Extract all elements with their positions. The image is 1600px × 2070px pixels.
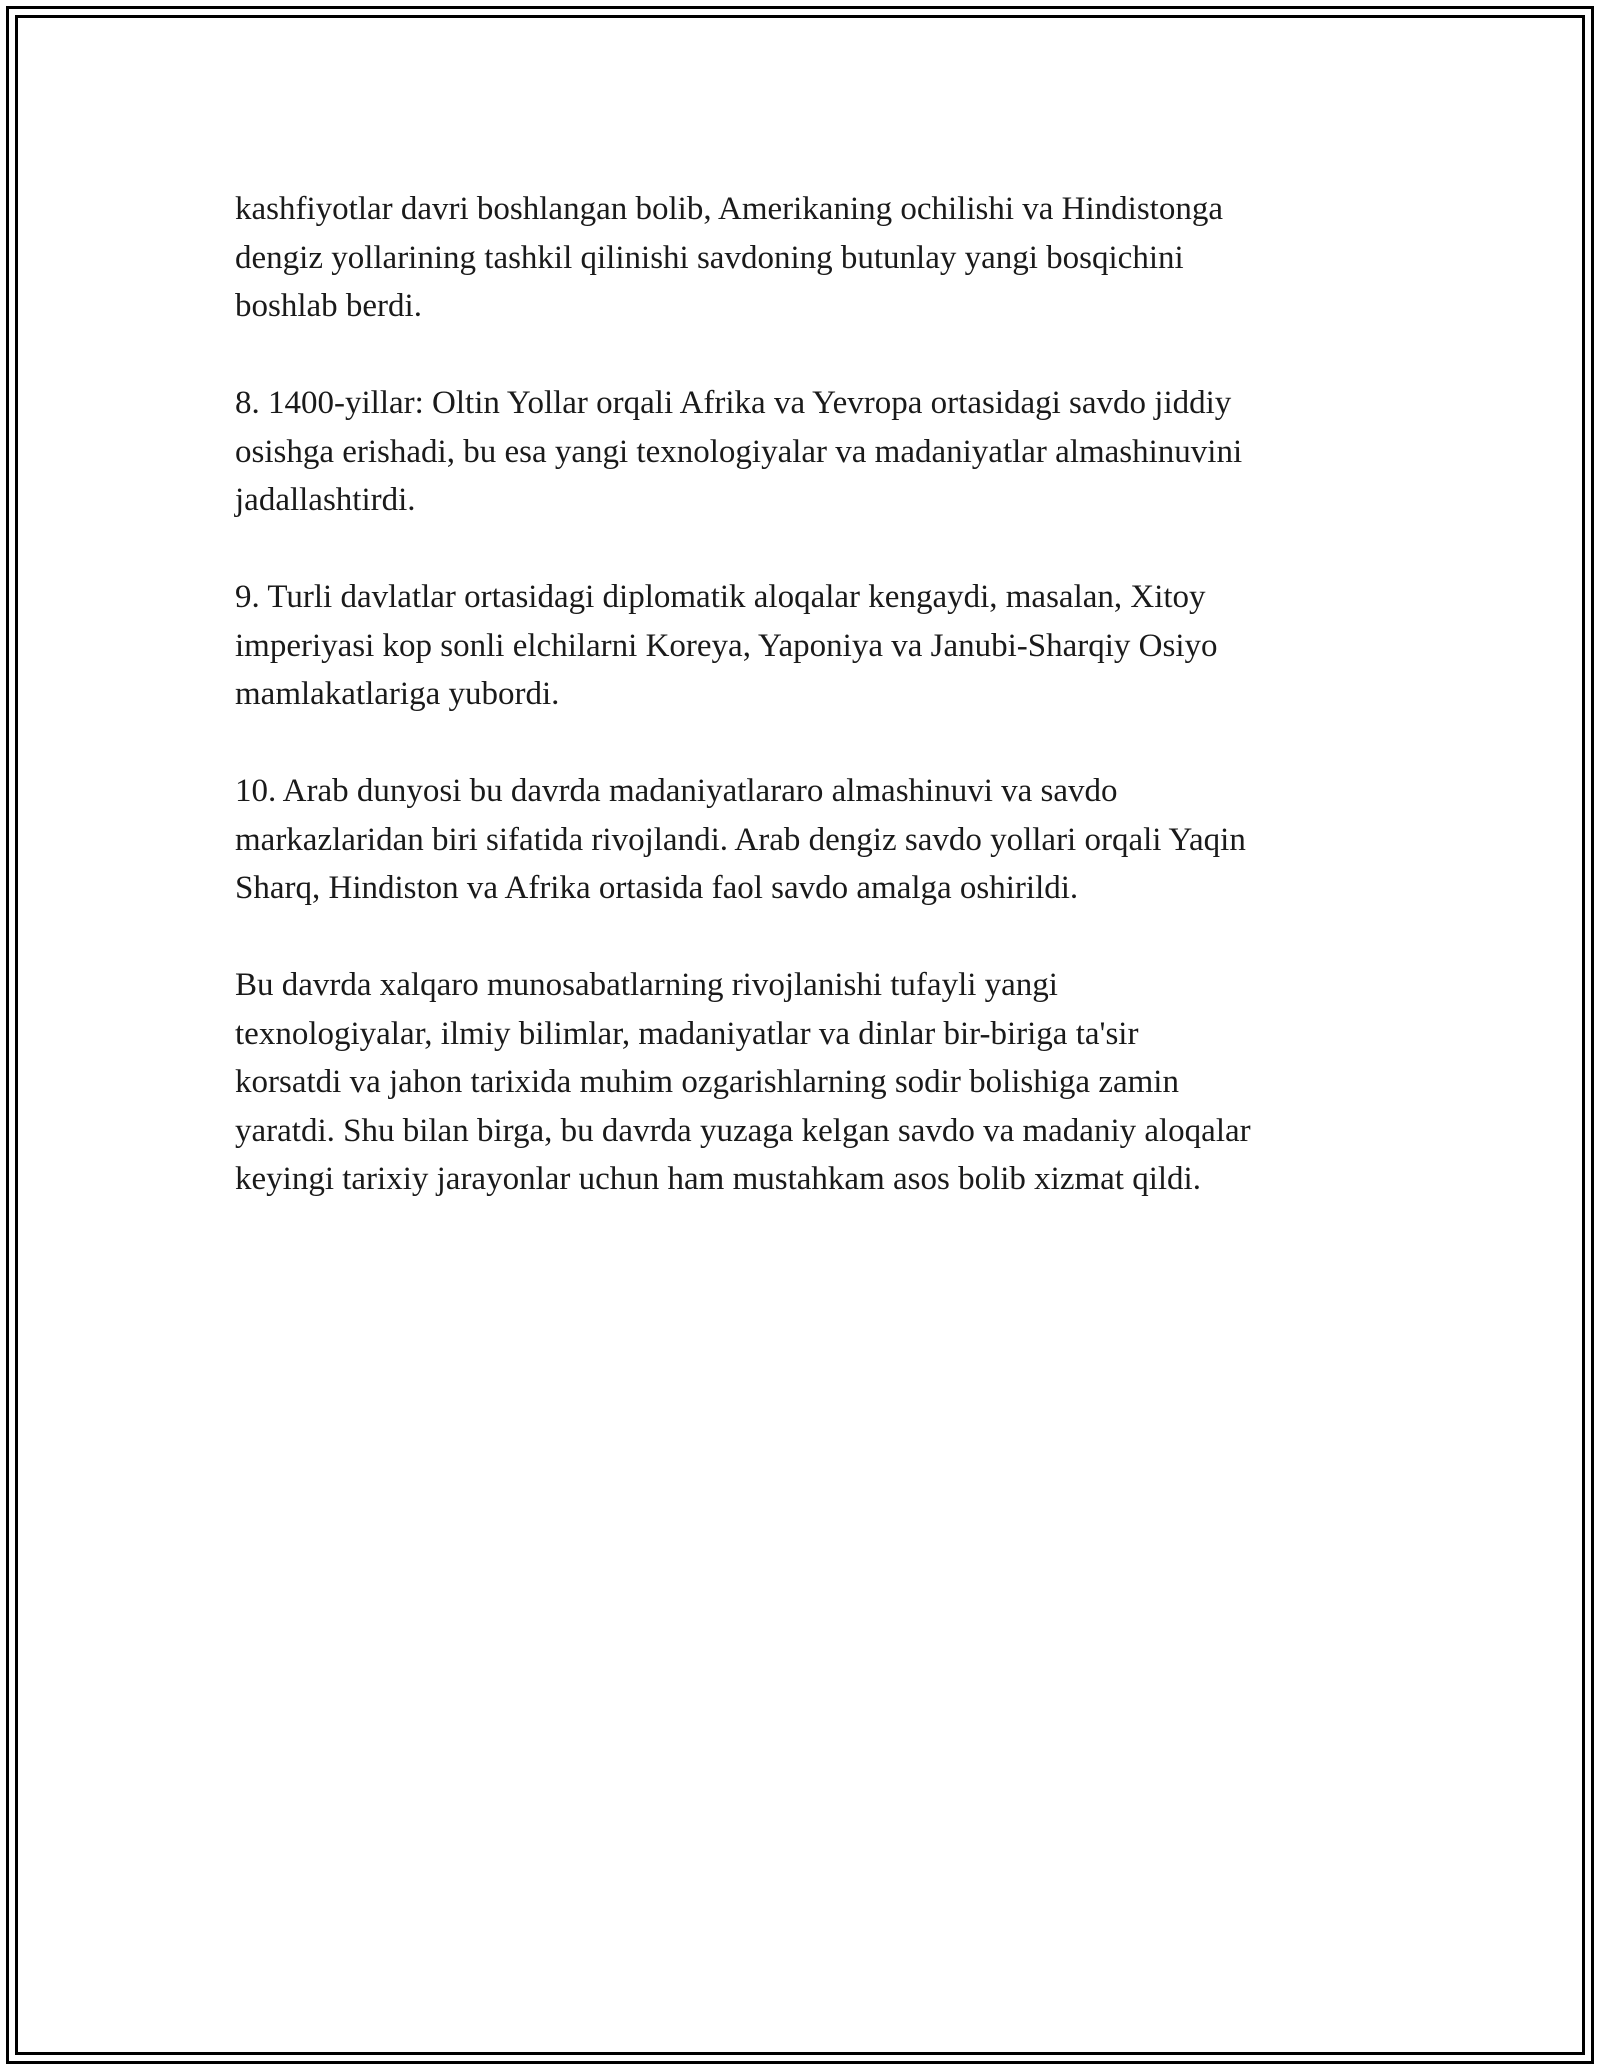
text-line: osishga erishadi, bu esa yangi texnologiyalar va madaniyatlar almashinuvini [235, 433, 1243, 470]
text-line: markazlaridan biri sifatida rivojlandi. Arab dengiz savdo yollari orqali Yaqin [235, 821, 1246, 858]
text-line: keyingi tarixiy jarayonlar uchun ham mustahkam asos bolib xizmat qildi. [235, 1161, 1201, 1197]
text-line: dengiz yollarining tashkil qilinishi savdoning butunlay yangi bosqichini [235, 239, 1184, 276]
paragraph-item-9 [235, 573, 1385, 719]
text-line: texnologiyalar, ilmiy bilimlar, madaniyatlar va dinlar bir-biriga ta'sir [235, 1015, 1139, 1052]
text-line: mamlakatlariga yubordi. [235, 676, 560, 712]
text-line: yaratdi. Shu bilan birga, bu davrda yuzaga kelgan savdo va madaniy aloqalar [235, 1112, 1251, 1149]
paragraph-conclusion [235, 961, 1385, 1204]
text-line: korsatdi va jahon tarixida muhim ozgarishlarning sodir bolishiga zamin [235, 1064, 1179, 1100]
paragraph-continuation [235, 185, 1385, 331]
paragraph-item-8 [235, 379, 1385, 525]
document-body [235, 185, 1385, 1252]
text-line: jadallashtirdi. [235, 482, 416, 518]
text-line: 8. 1400-yillar: Oltin Yollar orqali Afrika va Yevropa ortasidagi savdo jiddiy [235, 385, 1232, 421]
text-line: boshlab berdi. [235, 288, 422, 324]
text-line: imperiyasi kop sonli elchilarni Koreya, Yaponiya va Janubi-Sharqiy Osiyo [235, 627, 1218, 664]
paragraph-item-10 [235, 767, 1385, 913]
text-line: kashfiyotlar davri boshlangan bolib, Amerikaning ochilishi va Hindistonga [235, 191, 1224, 227]
text-line: Bu davrda xalqaro munosabatlarning rivojlanishi tufayli yangi [235, 967, 1058, 1003]
text-line: Sharq, Hindiston va Afrika ortasida faol savdo amalga oshirildi. [235, 870, 1079, 906]
text-line: 9. Turli davlatlar ortasidagi diplomatik aloqalar kengaydi, masalan, Xitoy [235, 579, 1206, 615]
text-line: 10. Arab dunyosi bu davrda madaniyatlararo almashinuvi va savdo [235, 773, 1118, 809]
